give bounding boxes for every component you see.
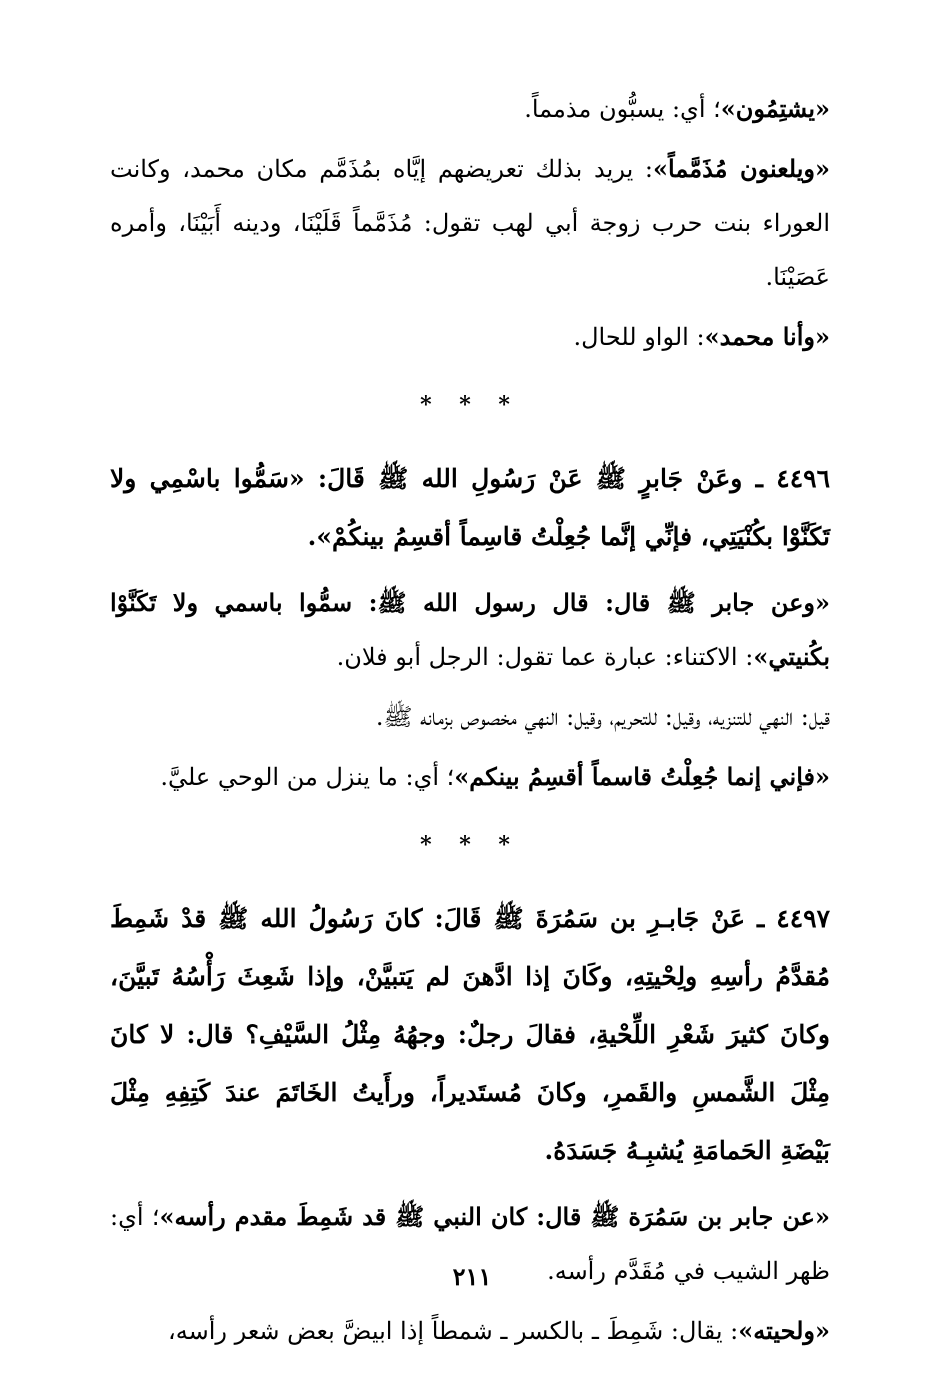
paragraph	[110, 1304, 830, 1358]
quote: «ويلعنون مُذَمَّماً»	[653, 154, 830, 183]
commentary: : يريد بذلك تعريضهم إيَّاه بمُذَمَّم مكان محمد، وكانت العوراء بنت حرب زوجة أبي لهب تقول: مُذَمَّماً قَلَيْنَا، ودينه أَبَيْنَا، وأمره عَصَيْنَا.	[110, 155, 830, 291]
quote: «وأنا محمد»	[704, 322, 830, 351]
commentary: : الواو للحال.	[573, 323, 705, 351]
page-body	[110, 82, 830, 1364]
commentary: ؛ أي: ظهر الشيب في مُقَدَّم رأسه.	[110, 1203, 830, 1285]
section-divider: * * *	[420, 832, 520, 858]
commentary: ؛ أي: ما ينزل من الوحي عليَّ.	[160, 763, 455, 791]
hadith-4497: ٤٤٩٧ ـ عَنْ جَابـرِ بن سَمُرَةَ ﷺ قَالَ: كانَ رَسُولُ الله ﷺ قدْ شَمِطَ مُقدَّمُ رأسِهِ ولِحْيتِهِ، وكَانَ إذا ادَّهنَ لم يَتبيَّنْ، وإذا شَعِثَ رَأْسُهُ تَبيَّنَ، وكانَ كثيرَ شَعْرِ اللِّحْيةِ، فقالَ رجلٌ: وجهُهُ مِثْلُ السَّيْفِ؟ قال: لا كانَ مِثْلَ الشَّمسِ والقَمرِ، وكانَ مُستَديراً، ورأَيتُ الخَاتَمَ عندَ كَتِفِهِ مِثْلَ بَيْضَةِ الحَمامَةِ يُشبِـهُ جَسَدَهُ.	[110, 904, 830, 1165]
page-number: ٢١١	[452, 1262, 492, 1291]
paragraph	[110, 310, 830, 364]
commentary: ؛ أي: يسبُّون مذمماً.	[524, 95, 721, 123]
paragraph: قيل: النهي للتنزيه، وقيل: للتحريم، وقيل: النهي مخصوص بزمانه ﷺ.	[375, 703, 830, 731]
paragraph	[110, 82, 830, 136]
quote: «يشتِمُون»	[720, 94, 830, 123]
section-divider: * * *	[420, 392, 520, 418]
commentary: : الاكتناء: عبارة عما تقول: الرجل أبو فلان.	[336, 643, 754, 671]
quote: «ولحيته»	[738, 1316, 830, 1345]
hadith-4496: ٤٤٩٦ ـ وعَنْ جَابرٍ ﷺ عَنْ رَسُولِ الله ﷺ قَالَ: «سَمُّوا باسْمِي ولا تَكَنَّوْا بكُنْيَتِي، فإنِّي إنَّما جُعِلْتُ قاسِماً أقسِمُ بينكُمْ».	[110, 464, 830, 551]
quote: «فإني إنما جُعِلْتُ قاسماً أقسِمُ بينكم»	[454, 762, 830, 791]
commentary: : يقال: شَمِطَ ـ بالكسر ـ شمطاً إذا ابيضَّ بعض شعر رأسه،	[167, 1317, 739, 1345]
paragraph	[110, 142, 830, 304]
quote: «وعن جابر ﷺ قال: قال رسول الله ﷺ: سمُّوا باسمي ولا تَكَنَّوْا بكُنيتي»	[110, 588, 831, 671]
quote: «عن جابر بن سَمُرَة ﷺ قال: كان النبي ﷺ قد شَمِطَ مقدم رأسه»	[159, 1202, 830, 1231]
paragraph	[110, 576, 830, 684]
paragraph	[110, 750, 830, 804]
